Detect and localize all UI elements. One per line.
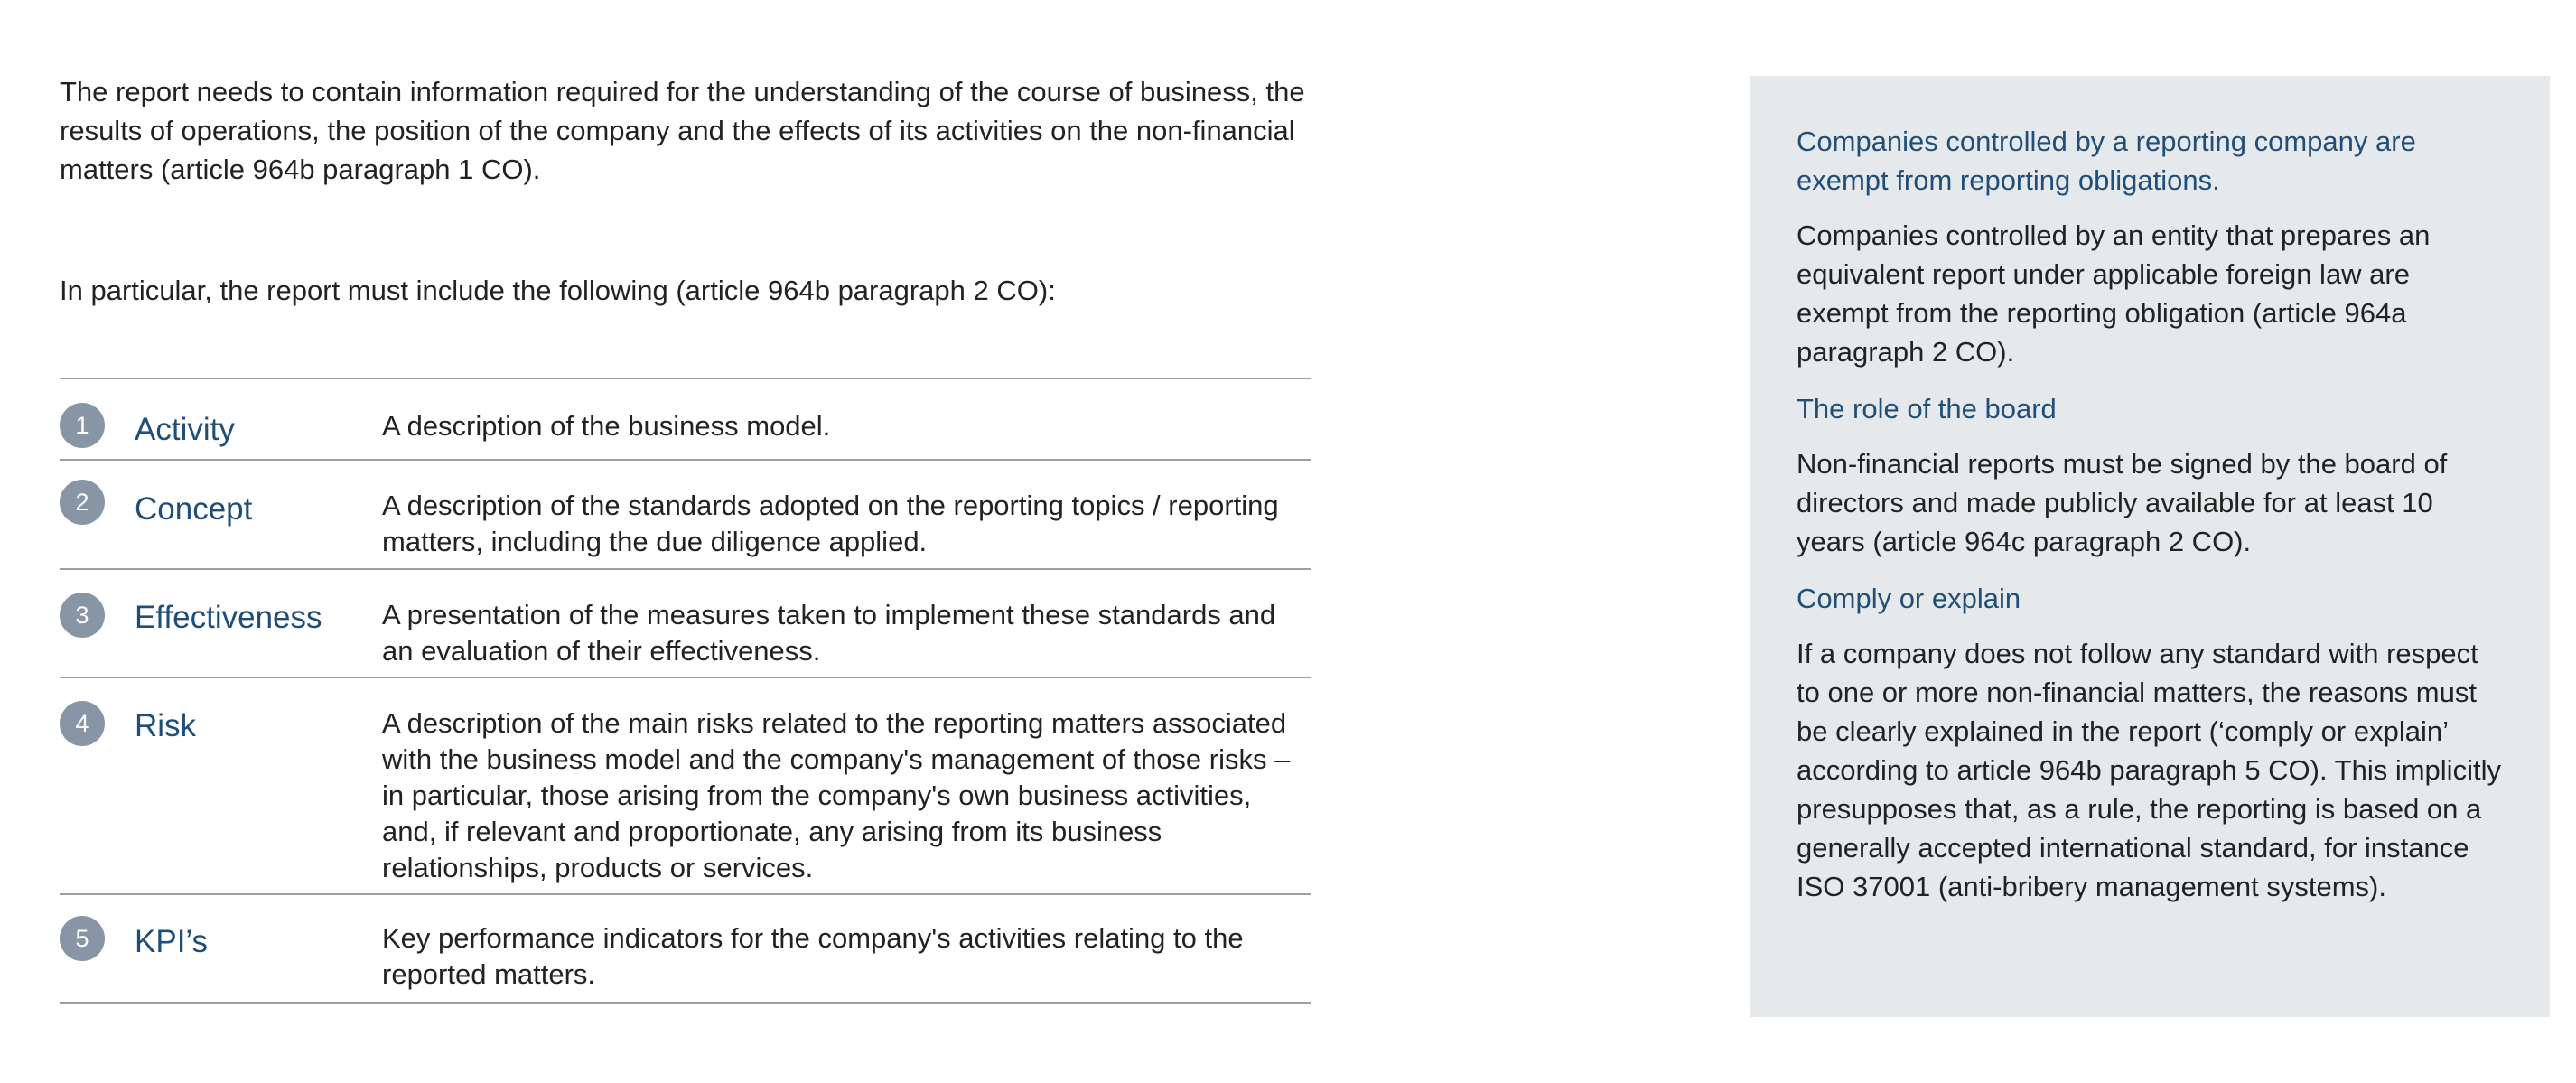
main-content	[60, 72, 1315, 990]
term-description: A presentation of the measures taken to implement these standards and an evaluation of their effectiveness.	[382, 599, 1276, 667]
sidebar-heading: Companies controlled by a reporting company are exempt from reporting obligations.	[1797, 126, 2416, 196]
number-badge: 4	[60, 701, 105, 746]
requirements-table	[60, 378, 1311, 1004]
table-row-risk	[60, 678, 1311, 895]
term-description: A description of the main risks related to the reporting matters associated with the business model and the company's management of those risks – in particular, those arising from the company's own business activities, and, if relevant and proportionate, any arising from its business relationships, products or services.	[382, 707, 1291, 883]
sidebar-text: Non-financial reports must be signed by the board of directors and made publicly available for at least 10 years (article 964c paragraph 2 CO).	[1797, 448, 2448, 557]
table-row-concept	[60, 461, 1311, 570]
table-row-effectiveness	[60, 570, 1311, 678]
table-row-activity	[60, 379, 1311, 461]
sidebar-text: If a company does not follow any standard with respect to one or more non-financial matters, the reasons must be clearly explained in the report (‘comply or explain’ according to article 964b paragraph 5 CO). This implicitly presupposes that, as a rule, the reporting is based on a generally accepted international standard, for instance ISO 37001 (anti-bribery management systems).	[1797, 638, 2501, 902]
sidebar-text: Companies controlled by an entity that prepares an equivalent report under applicable foreign law are exempt from the reporting obligation (article 964a paragraph 2 CO).	[1797, 219, 2431, 368]
intro-paragraph: The report needs to contain information required for the understanding of the course of business, the results of operations, the position of the company and the effects of its activities on the non-financial matters (article 964b paragraph 1 CO).	[60, 76, 1305, 185]
info-sidebar	[1750, 76, 2550, 1017]
number-badge: 5	[60, 916, 105, 961]
term-label: Risk	[135, 708, 197, 743]
term-label: Concept	[135, 491, 253, 527]
lead-paragraph: In particular, the report must include the following (article 964b paragraph 2 CO):	[60, 275, 1056, 306]
term-label: Activity	[135, 412, 235, 447]
table-row-kpis	[60, 895, 1311, 1004]
sidebar-heading: Comply or explain	[1797, 583, 2021, 614]
sidebar-heading: The role of the board	[1797, 393, 2057, 425]
term-label: Effectiveness	[135, 600, 322, 635]
term-label: KPI’s	[135, 924, 209, 959]
number-badge: 2	[60, 480, 105, 525]
number-badge: 1	[60, 403, 105, 448]
term-description: A description of the standards adopted on the reporting topics / reporting matters, including the due diligence applied.	[382, 490, 1279, 557]
term-description: Key performance indicators for the company's activities relating to the reported matters.	[382, 922, 1244, 990]
term-description: A description of the business model.	[382, 410, 831, 442]
number-badge: 3	[60, 593, 105, 638]
